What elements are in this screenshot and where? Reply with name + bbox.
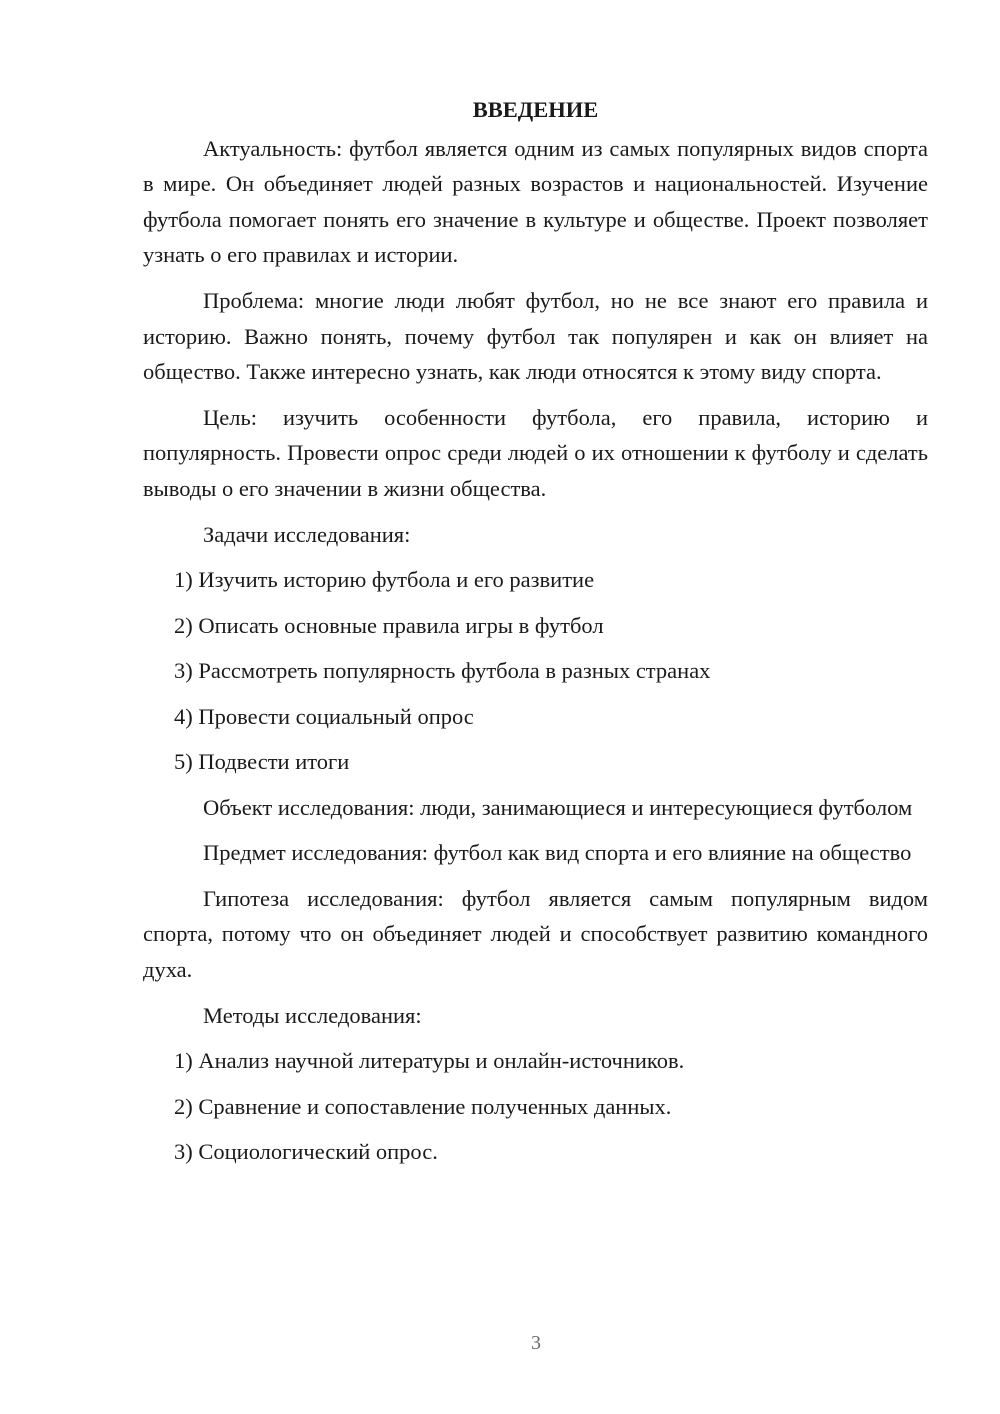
task-item: 2) Описать основные правила игры в футбол <box>174 612 604 638</box>
problem-paragraph: Проблема: многие люди любят футбол, но не все знают его правила и историю. Важно понять, почему футбол так популярен и как он влияет на общество. Также интересно узнать, как люди относятся к этому виду спорта. <box>143 287 928 385</box>
tasks-list <box>143 562 928 780</box>
method-item: 3) Социологический опрос. <box>174 1139 438 1165</box>
methods-heading: Методы исследования: <box>203 1002 422 1028</box>
task-item: 3) Рассмотреть популярность футбола в разных странах <box>174 658 711 684</box>
task-item: 4) Провести социальный опрос <box>174 703 474 729</box>
page-number: 3 <box>531 1332 541 1354</box>
methods-list <box>143 1043 928 1170</box>
relevance-paragraph: Актуальность: футбол является одним из самых популярных видов спорта в мире. Он объединяет людей разных возрастов и национальностей. Изучение футбола помогает понять его значение в культуре и обществе. Проект позволяет узнать о его правилах и истории. <box>143 135 928 268</box>
task-item: 1) Изучить историю футбола и его развитие <box>174 567 595 593</box>
method-item: 2) Сравнение и сопоставление полученных данных. <box>174 1093 672 1119</box>
goal-paragraph: Цель: изучить особенности футбола, его правила, историю и популярность. Провести опрос среди людей о их отношении к футболу и сделать выводы о его значении в жизни общества. <box>143 404 928 501</box>
object-paragraph: Объект исследования: люди, занимающиеся и интересующиеся футболом <box>203 794 913 820</box>
method-item: 1) Анализ научной литературы и онлайн-источников. <box>174 1048 685 1074</box>
tasks-heading: Задачи исследования: <box>203 521 411 547</box>
document-page <box>143 92 928 1180</box>
section-title: ВВЕДЕНИЕ <box>472 97 599 122</box>
task-item: 5) Подвести итоги <box>174 749 350 775</box>
subject-paragraph: Предмет исследования: футбол как вид спорта и его влияние на общество <box>203 840 912 866</box>
hypothesis-paragraph: Гипотеза исследования: футбол является самым популярным видом спорта, потому что он объединяет людей и способствует развитию командного духа. <box>143 885 928 982</box>
